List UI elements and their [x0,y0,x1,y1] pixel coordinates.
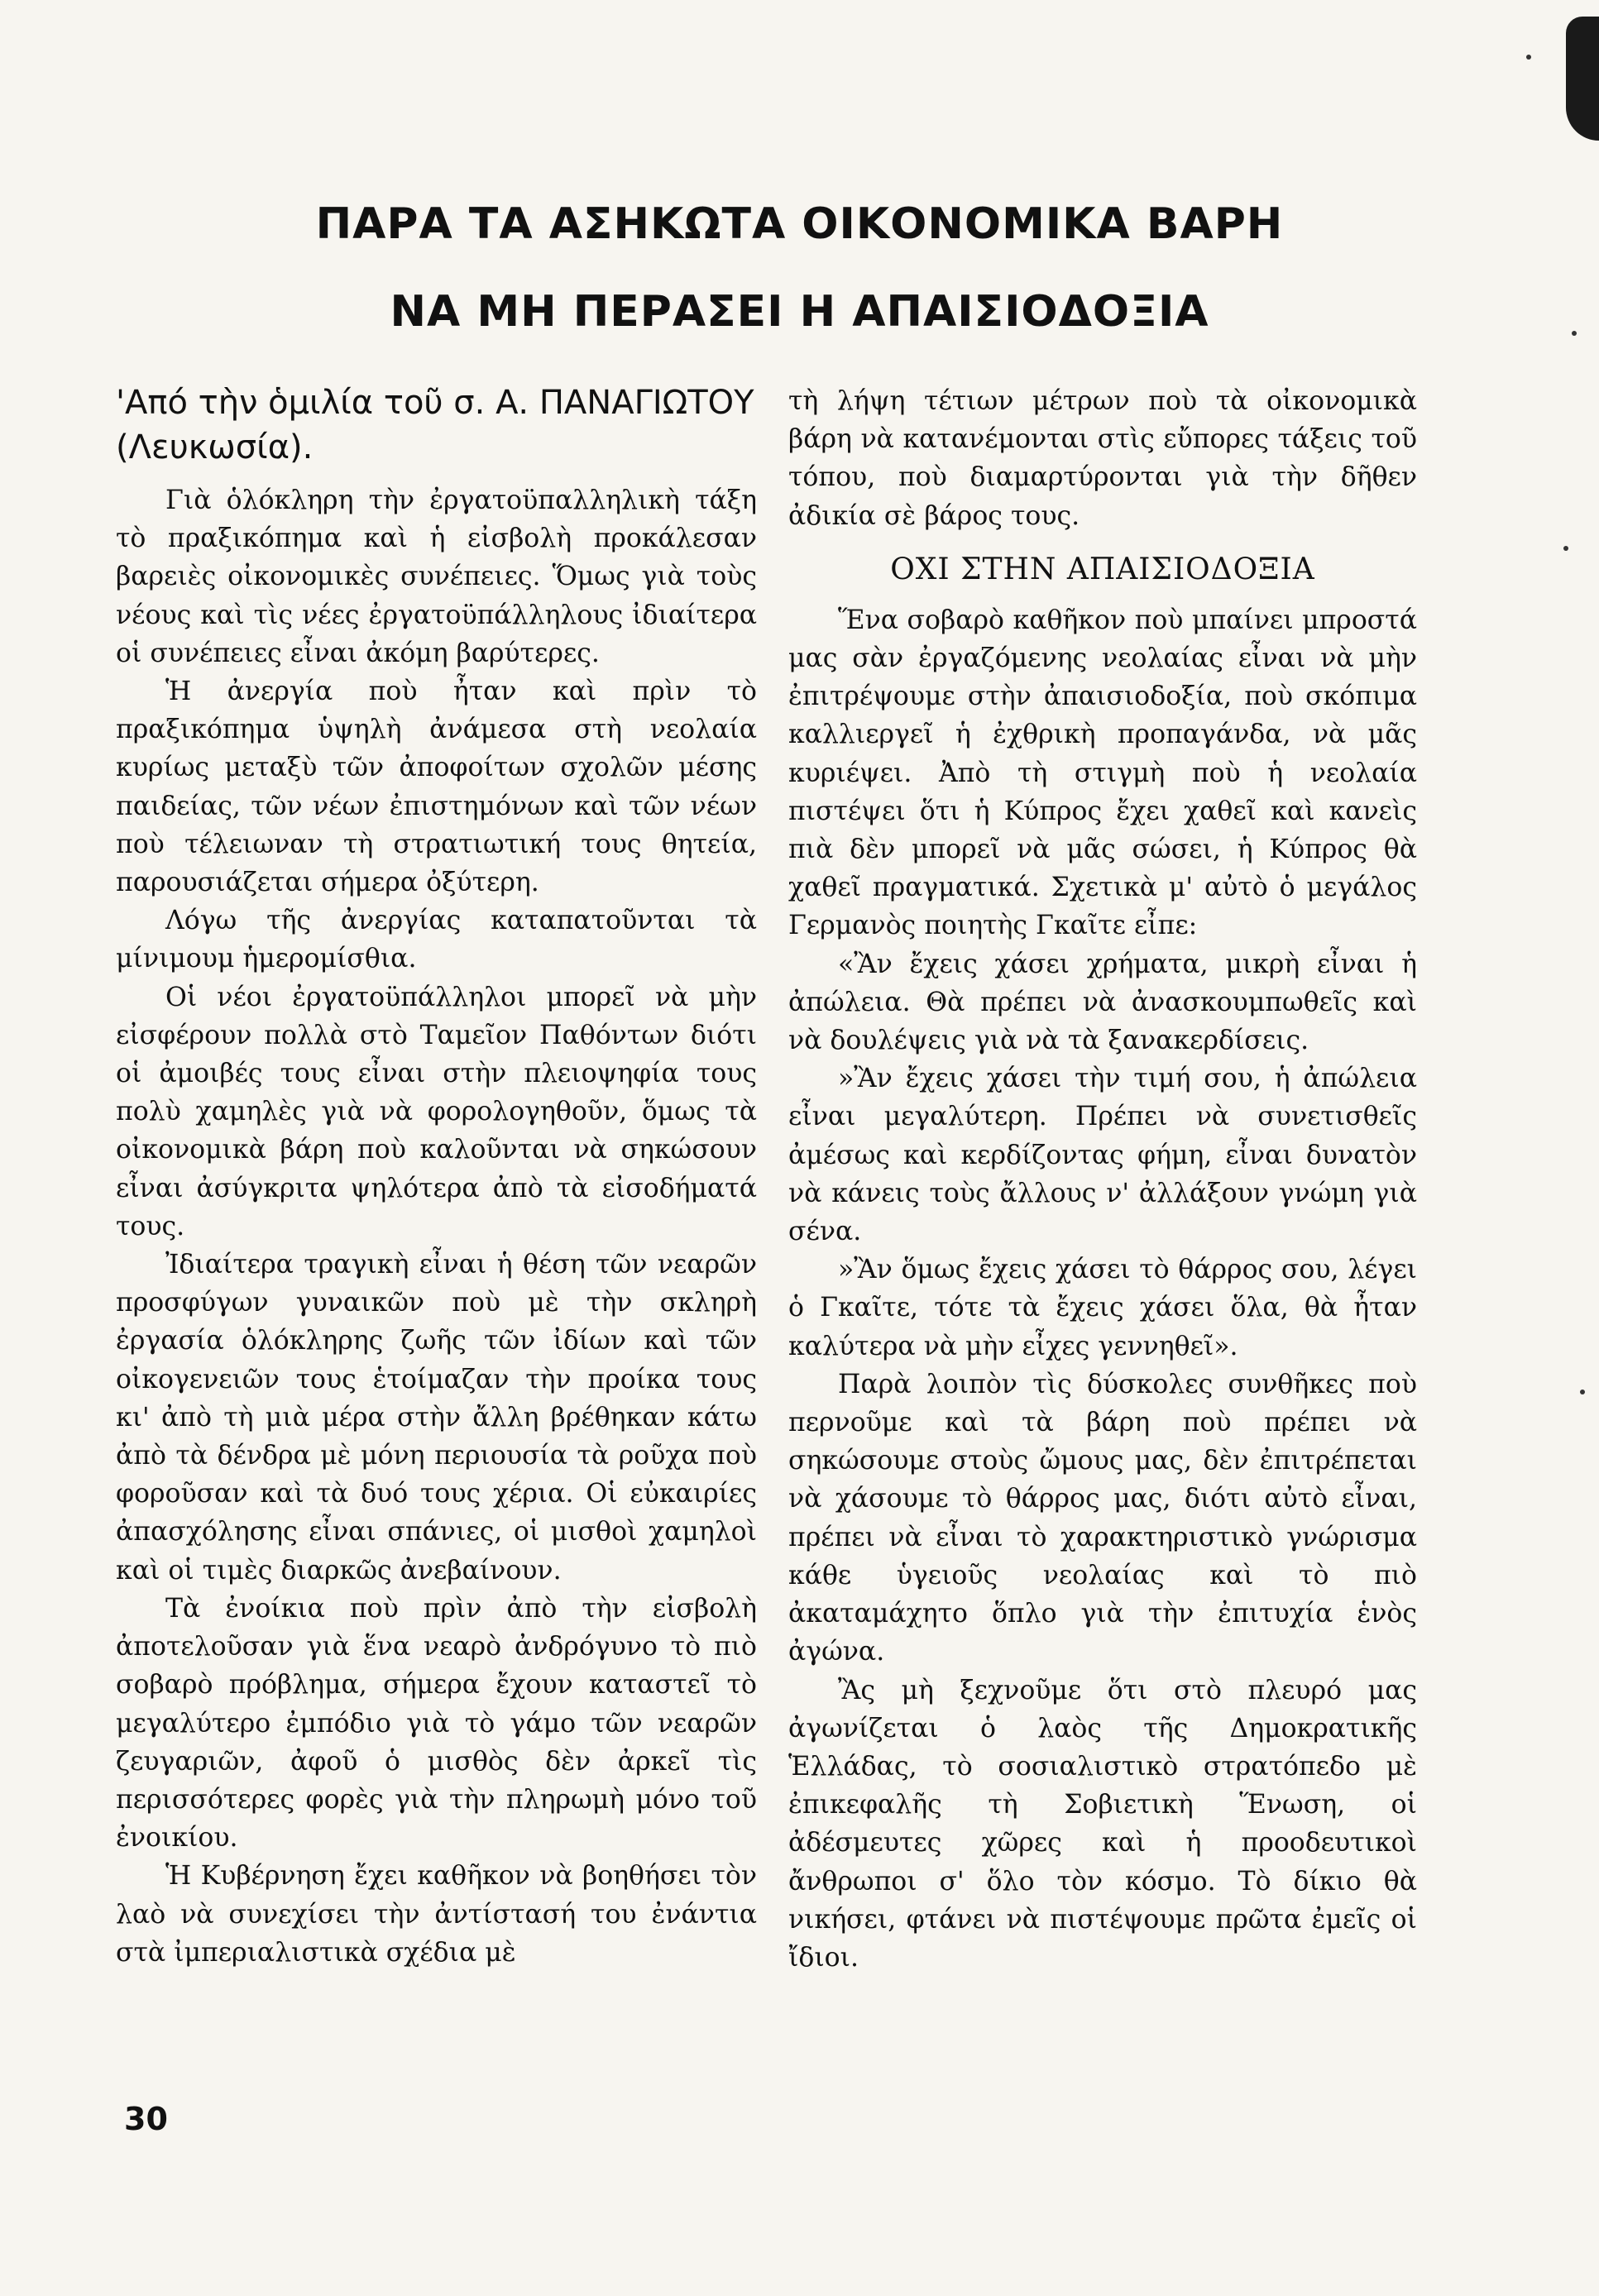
section-heading: ΟΧΙ ΣΤΗΝ ΑΠΑΙΣΙΟΔΟΞΙΑ [890,552,1315,586]
paragraph: Ἕνα σοβαρὸ καθῆκον ποὺ μπαίνει μπροστά μας σὰν ἐργαζόμενης νεολαίας εἶναι νὰ μὴν ἐπιτρέψουμε στὴν ἀπαισιοδοξία, ποὺ σκόπιμα καλλιεργεῖ ἡ ἐχθρικὴ προπαγάνδα, νὰ μᾶς κυριέψει. Ἀπὸ τὴ στιγμὴ ποὺ ἡ νεολαία πιστέψει ὅτι ἡ Κύπρος ἔχει χαθεῖ καὶ κανεὶς πιὰ δὲν μπορεῖ νὰ μᾶς σώσει, ἡ Κύπρος θὰ χαθεῖ πραγματικά. Σχετικὰ μ' αὐτὸ ὁ μεγάλος Γερμανὸς ποιητὴς Γκαῖτε εἶπε: [788,605,1417,941]
paragraph: Οἱ νέοι ἐργατοϋπάλληλοι μπορεῖ νὰ μὴν εἰσφέρουν πολλὰ στὸ Ταμεῖον Παθόντων διότι οἱ ἀμοιβές τους εἶναι στὴν πλειοψηφία τους πολὺ χαμηλὲς γιὰ νὰ φορολογηθοῦν, ὅμως τὰ οἰκονομικὰ βάρη ποὺ καλοῦνται νὰ σηκώσουν εἶναι ἀσύγκριτα ψηλότερα ἀπὸ τὰ εἰσοδήματά τους. [116,982,757,1241]
page-number: 30 [124,2101,168,2137]
headline-line-1: ΠΑΡΑ ΤΑ ΑΣΗΚΩΤΑ ΟΙΚΟΝΟΜΙΚΑ ΒΑΡΗ [315,199,1284,249]
paragraph-continued: τὴ λήψη τέτιων μέτρων ποὺ τὰ οἰκονομικὰ βάρη νὰ κατανέμονται στὶς εὔπορες τάξεις τοῦ τόπου, ποὺ διαμαρτύρονται γιὰ τὴν δῆθεν ἀδικία σὲ βάρος τους. [788,386,1417,531]
right-column [788,382,1417,1977]
speck [1580,1390,1585,1394]
paragraph: Ἰδιαίτερα τραγικὴ εἶναι ἡ θέση τῶν νεαρῶν προσφύγων γυναικῶν ποὺ μὲ τὴν σκληρὴ ἐργασία ὁλόκληρης ζωῆς τῶν ἰδίων καὶ τῶν οἰκογενειῶν τους ἑτοίμαζαν τὴν προίκα τους κι' ἀπὸ τὴ μιὰ μέρα στὴν ἄλλη βρέθηκαν κάτω ἀπὸ τὰ δένδρα μὲ μόνη περιουσία τὰ ροῦχα ποὺ φοροῦσαν καὶ τὰ δυό τους χέρια. Οἱ εὐκαιρίες ἀπασχόλησης εἶναι σπάνιες, οἱ μισθοὶ χαμηλοὶ καὶ οἱ τιμὲς διαρκῶς ἀνεβαίνουν. [116,1250,757,1586]
left-column [116,380,757,1972]
paragraph: Γιὰ ὁλόκληρη τὴν ἐργατοϋπαλληλικὴ τάξη τὸ πραξικόπημα καὶ ἡ εἰσβολὴ προκάλεσαν βαρειὲς οἰκονομικὲς συνέπειες. Ὅμως γιὰ τοὺς νέους καὶ τὶς νέες ἐργατοϋπάλληλους ἰδιαίτερα οἱ συνέπειες εἶναι ἀκόμη βαρύτερες. [116,486,757,668]
paragraph: Τὰ ἐνοίκια ποὺ πρὶν ἀπὸ τὴν εἰσβολὴ ἀποτελοῦσαν γιὰ ἕνα νεαρὸ ἀνδρόγυνο τὸ πιὸ σοβαρὸ πρόβλημα, σήμερα ἔχουν καταστεῖ τὸ μεγαλύτερο ἐμπόδιο γιὰ τὸ γάμο τῶν νεαρῶν ζευγαριῶν, ἀφοῦ ὁ μισθὸς δὲν ἀρκεῖ τὶς περισσότερες φορὲς γιὰ τὴν πληρωμὴ μόνο τοῦ ἐνοικίου. [116,1593,757,1854]
paragraph: «Ἂν ἔχεις χάσει χρήματα, μικρὴ εἶναι ἡ ἀπώλεια. Θὰ πρέπει νὰ ἀνασκουμπωθεῖς καὶ νὰ δουλέψεις γιὰ νὰ τὰ ξανακερδίσεις. [788,949,1417,1056]
byline: 'Από τὴν ὁμιλία τοῦ σ. Α. ΠΑΝΑΓΙΩΤΟΥ (Λευκωσία). [116,384,754,466]
paragraph: »Ἂν ἔχεις χάσει τὴν τιμή σου, ἡ ἀπώλεια εἶναι μεγαλύτερη. Πρέπει νὰ συνετισθεῖς ἀμέσως καὶ κερδίζοντας φήμη, εἶναι δυνατὸν νὰ κάνεις τοὺς ἄλλους ν' ἀλλάξουν γνώμη γιὰ σένα. [788,1064,1417,1247]
paragraph: Ἡ ἀνεργία ποὺ ἦταν καὶ πρὶν τὸ πραξικόπημα ὑψηλὴ ἀνάμεσα στὴ νεολαία κυρίως μεταξὺ τῶν ἀποφοίτων σχολῶν μέσης παιδείας, τῶν νέων ἐπιστημόνων καὶ τῶν νέων ποὺ τέλειωναν τὴ στρατιωτική τους θητεία, παρουσιάζεται σήμερα ὀξύτερη. [116,677,757,898]
speck [1563,546,1568,551]
margin-ink-mark [1566,17,1599,141]
headline-line-2: ΝΑ ΜΗ ΠΕΡΑΣΕΙ Η ΑΠΑΙΣΙΟΔΟΞΙΑ [390,286,1209,337]
paragraph: Λόγω τῆς ἀνεργίας καταπατοῦνται τὰ μίνιμουμ ἡμερομίσθια. [116,906,757,974]
paragraph: Παρὰ λοιπὸν τὶς δύσκολες συνθῆκες ποὺ περνοῦμε καὶ τὰ βάρη ποὺ πρέπει νὰ σηκώσουμε στοὺς ὤμους μας, δὲν ἐπιτρέπεται νὰ χάσουμε τὸ θάρρος μας, διότι αὐτὸ εἶναι, πρέπει νὰ εἶναι τὸ χαρακτηριστικὸ γνώρισμα κάθε ὑγειοῦς νεολαίας καὶ τὸ πιὸ ἀκαταμάχητο ὅπλο γιὰ τὴν ἐπιτυχία ἑνὸς ἀγώνα. [788,1369,1417,1667]
paragraph: »Ἂν ὅμως ἔχεις χάσει τὸ θάρρος σου, λέγει ὁ Γκαῖτε, τότε τὰ ἔχεις χάσει ὅλα, θὰ ἦταν καλύτερα νὰ μὴν εἶχες γεννηθεῖ». [788,1255,1417,1361]
paragraph: Ἡ Κυβέρνηση ἔχει καθῆκον νὰ βοηθήσει τὸν λαὸ νὰ συνεχίσει τὴν ἀντίστασή του ἐνάντια στὰ ἰμπεριαλιστικὰ σχέδια μὲ [116,1861,757,1968]
paragraph: Ἂς μὴ ξεχνοῦμε ὅτι στὸ πλευρό μας ἀγωνίζεται ὁ λαὸς τῆς Δημοκρατικῆς Ἑλλάδας, τὸ σοσιαλιστικὸ στρατόπεδο μὲ ἐπικεφαλῆς τὴ Σοβιετικὴ Ἕνωση, οἱ ἀδέσμευτες χῶρες καὶ ἡ προοδευτικοὶ ἄνθρωποι σ' ὅλο τὸν κόσμο. Τὸ δίκιο θὰ νικήσει, φτάνει νὰ πιστέψουμε πρῶτα ἐμεῖς οἱ ἴδιοι. [788,1675,1417,1973]
speck [1526,55,1531,60]
